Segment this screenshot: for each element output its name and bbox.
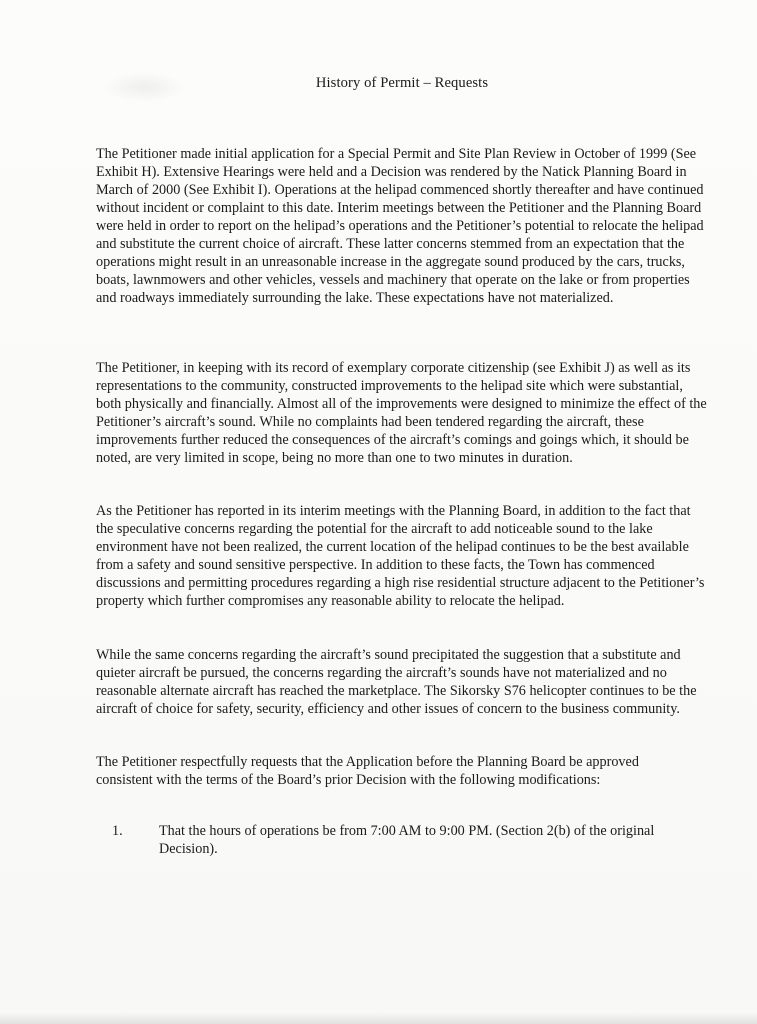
page-title: History of Permit – Requests (315, 75, 489, 91)
paragraph-history: The Petitioner made initial application for a Special Permit and Site Plan Review in October of 1999 (See Exhibit H). Extensive Hearings were held and a Decision was rendered by the Natick Planning Board in March of 2000 (See Exhibit I). Operations at the helipad commenced shortly thereafter and have continued without incident or complaint to this date. Interim meetings between the Petitioner and the Planning Board were held in order to report on the helipad’s operations and the Petitioner’s potential to relocate the helipad and substitute the current choice of aircraft. These latter concerns stemmed from an expectation that the operations might result in an unreasonable increase in the aggregate sound produced by the cars, trucks, boats, lawnmowers and other vehicles, vessels and machinery that operate on the lake or from properties and roadways immediately surrounding the lake. These expectations have not materialized. (96, 146, 704, 306)
paragraph-request: The Petitioner respectfully requests that the Application before the Planning Board be approved consistent with the terms of the Board’s prior Decision with the following modifications: (96, 754, 639, 788)
list-item-text: That the hours of operations be from 7:00 AM to 9:00 PM. (Section 2(b) of the original Decision). (159, 823, 655, 857)
scan-bottom-edge (0, 1012, 757, 1024)
paragraph-location: As the Petitioner has reported in its interim meetings with the Planning Board, in addition to the fact that the speculative concerns regarding the potential for the aircraft to add noticeable sound to the lake environment have not been realized, the current location of the helipad continues to be the best available from a safety and sound sensitive perspective. In addition to these facts, the Town has commenced discussions and permitting procedures regarding a high rise residential structure adjacent to the Petitioner’s property which further compromises any reasonable ability to relocate the helipad. (96, 503, 705, 609)
list-item-number: 1. (112, 823, 123, 839)
paragraph-improvements: The Petitioner, in keeping with its record of exemplary corporate citizenship (see Exhibit J) as well as its representations to the community, constructed improvements to the helipad site which were substantial, both physically and financially. Almost all of the improvements were designed to minimize the effect of the Petitioner’s aircraft’s sound. While no complaints had been tendered regarding the aircraft, these improvements further reduced the consequences of the aircraft’s comings and goings which, it should be noted, are very limited in scope, being no more than one to two minutes in duration. (96, 360, 707, 466)
paragraph-aircraft: While the same concerns regarding the aircraft’s sound precipitated the suggestion that a substitute and quieter aircraft be pursued, the concerns regarding the aircraft’s sounds have not materialized and no reasonable alternate aircraft has reached the marketplace. The Sikorsky S76 helicopter continues to be the aircraft of choice for safety, security, efficiency and other issues of concern to the business community. (96, 647, 697, 717)
